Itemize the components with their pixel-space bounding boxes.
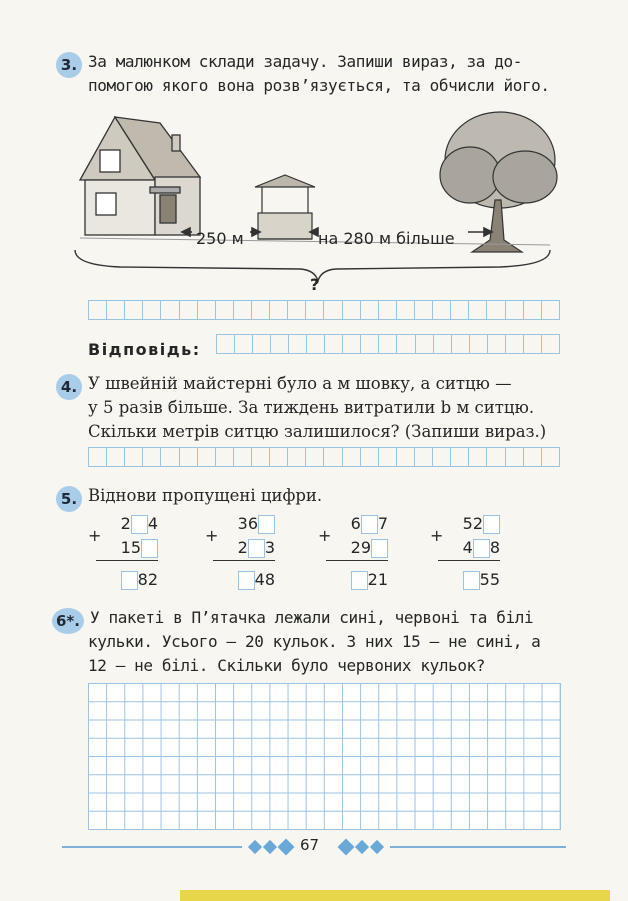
distance-2: на 280 м більше [318,229,455,248]
column-sum-3 [318,514,388,594]
digit-box[interactable] [361,515,378,534]
diamond-icon [248,840,262,854]
digit: 2 [237,538,248,557]
digit-box[interactable] [121,571,138,590]
digit: 4 [462,538,473,557]
digit: 15 [120,538,141,557]
digit: 48 [254,570,275,589]
plus-sign: + [88,526,102,545]
task-3-number: 3. [56,52,82,78]
diamond-icon [355,840,369,854]
task-4-line-1: У швейній майстерні було a м шовку, а ситцю — [88,374,512,393]
digit: 36 [237,514,258,533]
digit-box[interactable] [141,539,158,558]
task-4-number: 4. [56,374,82,400]
task-3-illustration [60,105,560,295]
plus-sign: + [318,526,332,545]
digit: 2 [120,514,131,533]
digit: 7 [377,514,388,533]
digit: 55 [479,570,500,589]
digit: 4 [147,514,158,533]
digit: 21 [367,570,388,589]
well-icon [255,175,315,239]
task-5-number: 5. [56,486,82,512]
tree-icon [440,112,557,252]
digit-box[interactable] [483,515,500,534]
plus-sign: + [430,526,444,545]
digit-box[interactable] [351,571,368,590]
diamond-icon [338,839,355,856]
digit-box[interactable] [258,515,275,534]
page-number: 67 [300,836,320,854]
digit: 3 [264,538,275,557]
footer-line-right [390,846,566,848]
task-5-title: Віднови пропущені цифри. [88,486,323,505]
house-icon [80,117,200,235]
diamond-icon [278,839,295,856]
column-sum-4 [430,514,500,594]
task-6-number: 6*. [52,608,84,634]
task-6-line-1: У пакеті в П’ятачка лежали сині, червоні та білі [90,608,534,627]
diamond-icon [263,840,277,854]
column-sum-1 [88,514,158,594]
digit-box[interactable] [131,515,148,534]
plus-sign: + [205,526,219,545]
expression-cells[interactable] [88,300,560,320]
digit-box[interactable] [248,539,265,558]
question-mark: ? [310,275,320,294]
column-sum-2 [205,514,275,594]
bottom-color-strip [180,890,610,901]
distance-1: 250 м [196,229,244,248]
answer-label: Відповідь: [88,340,201,359]
task-4-line-2: у 5 разів більше. За тиждень витратили b м ситцю. [88,398,535,417]
digit-box[interactable] [371,539,388,558]
task-6-line-3: 12 — не білі. Скільки було червоних кульок? [88,656,486,675]
diamond-icon [370,840,384,854]
task-3-line-1: За малюнком склади задачу. Запиши вираз, за до- [88,52,522,71]
digit-box[interactable] [238,571,255,590]
solution-grid[interactable] [88,683,561,830]
answer-cells[interactable] [216,334,560,354]
digit-box[interactable] [463,571,480,590]
task-4-line-3: Скільки метрів ситцю залишилося? (Запиши вираз.) [88,422,547,441]
digit: 29 [350,538,371,557]
task-3-line-2: помогою якого вона розв’язується, та обчисли його. [88,76,550,95]
digit: 52 [462,514,483,533]
digit: 82 [137,570,158,589]
footer-line-left [62,846,242,848]
digit: 6 [350,514,361,533]
task-6-line-2: кульки. Усього — 20 кульок. З них 15 — не сині, а [88,632,541,651]
digit: 8 [489,538,500,557]
task-4-expression-cells[interactable] [88,447,560,467]
digit-box[interactable] [473,539,490,558]
